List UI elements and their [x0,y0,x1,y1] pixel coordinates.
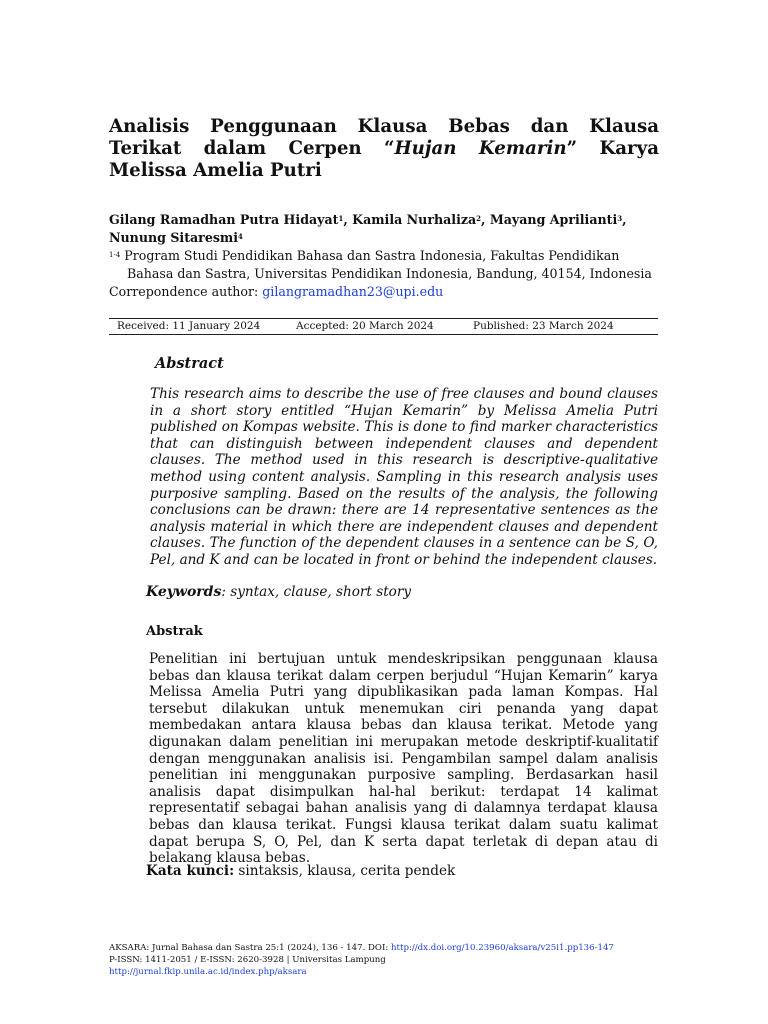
affiliation [109,247,659,283]
author-3-sup: 3 [617,214,623,223]
article-dates [109,318,658,335]
title-story-name: Hujan Kemarin [394,138,567,159]
kata-kunci [146,863,455,879]
title-text-2: ” Karya Melissa Amelia Putri [109,138,659,181]
author-2-sup: 2 [476,214,482,223]
keywords-label: Keywords [146,584,222,600]
abstract-text: This research aims to describe the use of free clauses and bound clauses in a short story entitled “Hujan Kemarin” by Melissa Amelia Putri published on Kompas website. This is done to find marker characteristics that can distinguish between independent clauses and dependent clauses. The method used in this research is descriptive-qualitative method using content analysis. Sampling in this research analysis uses purposive sampling. Based on the results of the analysis, the following conclusions can be drawn: there are 14 representative sentences as the analysis material in which there are independent clauses and dependent clauses. The function of the dependent clauses in a sentence can be S, O, Pel, and K and can be located in front or behind the independent clauses. [150,386,658,568]
author-2: Kamila Nurhaliza [352,212,477,227]
abstrak-text: Penelitian ini bertujuan untuk mendeskripsikan penggunaan klausa bebas dan klausa terikat dalam cerpen berjudul “Hujan Kemarin” karya Melissa Amelia Putri yang dipublikasikan pada laman Kompas. Hal tersebut dilakukan untuk menemukan ciri penanda yang dapat membedakan antara klausa bebas dan klausa terikat. Metode yang digunakan dalam penelitian ini merupakan metode deskriptif-kualitatif dengan menggunakan analisis isi. Pengambilan sampel dalam analisis penelitian ini menggunakan purposive sampling. Berdasarkan hasil analisis dapat disimpulkan hal-hal berikut: terdapat 14 kalimat representatif sebagai bahan analisis yang di dalamnya terdapat klausa bebas dan klausa terikat. Fungsi klausa terikat dalam suatu kalimat dapat berupa S, O, Pel, dan K serta dapat terletak di depan atau di belakang klausa bebas. [149,651,658,867]
affiliation-line-2: Bahasa dan Sastra, Universitas Pendidikan Indonesia, Bandung, 40154, Indonesia [127,266,652,281]
article-title [109,116,659,182]
correspondence-email-link[interactable]: gilangramadhan23@upi.edu [262,284,444,299]
affiliation-line-1: Program Studi Pendidikan Bahasa dan Sastra Indonesia, Fakultas Pendidikan [124,248,620,263]
received-date: Received: 11 January 2024 [117,320,261,332]
author-4-sup: 4 [238,232,243,241]
footer-issn: P-ISSN: 1411-2051 / E-ISSN: 2620-3928 | Universitas Lampung [109,954,386,965]
footer-journal-url-link[interactable]: http://jurnal.fkip.unila.ac.id/index.php/aksara [109,966,307,977]
kata-kunci-value: sintaksis, klausa, cerita pendek [234,863,456,879]
title-text-1: Analisis Penggunaan Klausa Bebas dan Klausa Terikat dalam Cerpen “ [109,116,659,159]
affiliation-sup: 1-4 [109,251,121,259]
author-3: Mayang Aprilianti [489,212,618,227]
abstract-heading: Abstract [155,355,224,372]
kata-kunci-label: Kata kunci: [146,863,235,879]
author-1-sup: 1 [338,214,344,223]
author-1: Gilang Ramadhan Putra Hidayat [109,212,339,227]
abstrak-heading: Abstrak [146,624,203,639]
author-list: Gilang Ramadhan Putra Hidayat$^1$, Kamila Nurhaliza$^2$, Mayang Aprilianti$^3$, Nunung Sitaresmi$^4$ [109,212,627,245]
keywords-value: : syntax, clause, short story [221,584,412,600]
page-footer [109,943,669,978]
author-4: Nunung Sitaresmi [109,230,239,245]
correspondence [109,283,443,301]
accepted-date: Accepted: 20 March 2024 [296,320,434,332]
correspondence-label: Correpondence author: [109,284,263,299]
footer-journal: AKSARA: Jurnal Bahasa dan Sastra 25:1 (2024), 136 - 147. DOI: [109,943,392,953]
published-date: Published: 23 March 2024 [473,320,614,332]
footer-doi-link[interactable]: http://dx.doi.org/10.23960/aksara/v25i1.pp136-147 [391,943,614,953]
keywords [146,584,411,600]
